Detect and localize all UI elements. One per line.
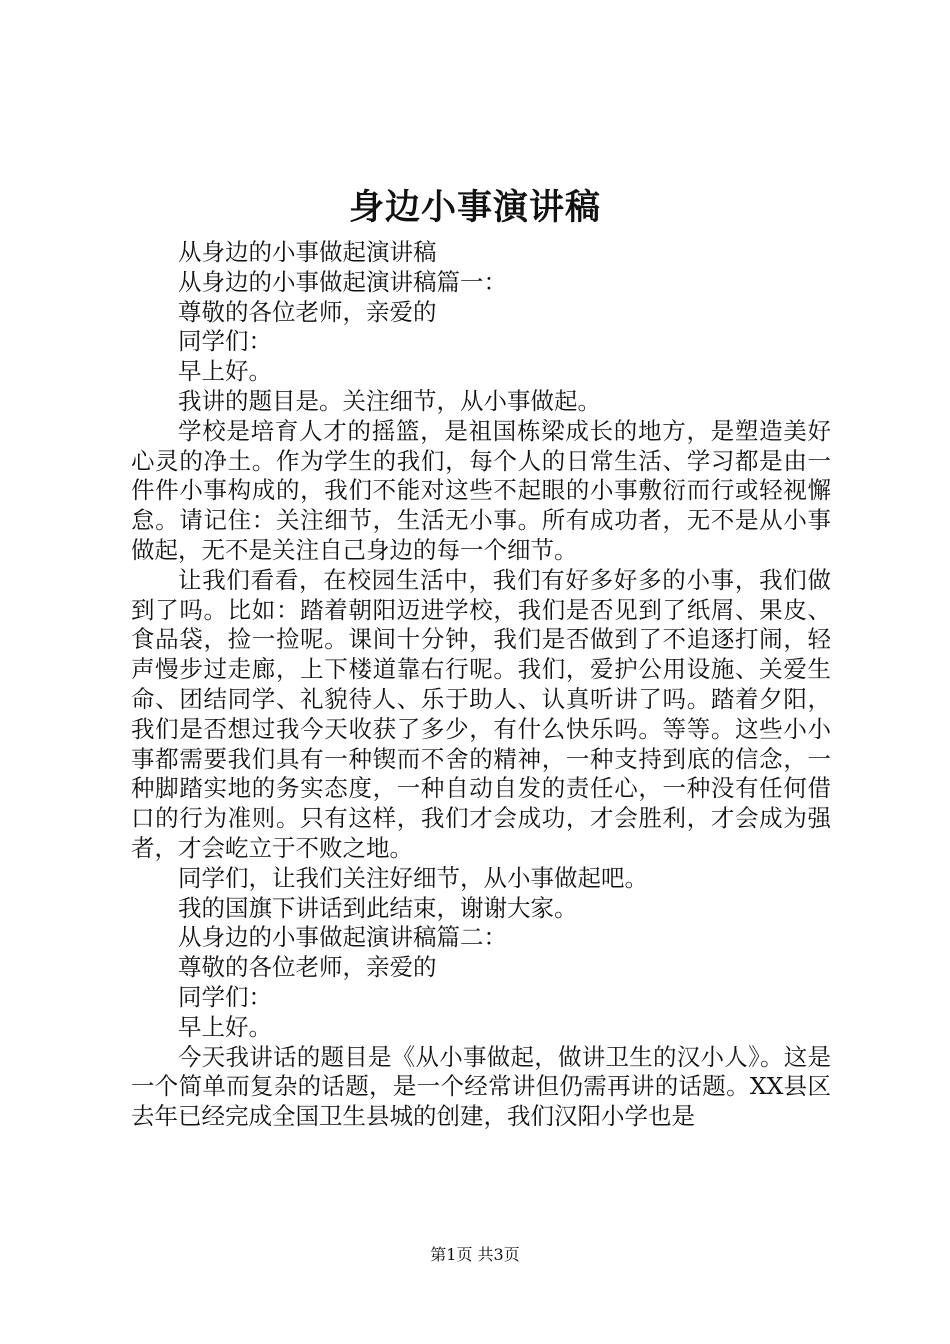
paragraph: 今天我讲话的题目是《从小事做起，做讲卫生的汉小人》。这是一个简单而复杂的话题，是一个经常讲但仍需再讲的话题。XX县区去年已经完成全国卫生县城的创建，我们汉阳小学也是 [131,1042,831,1131]
paragraph: 同学们： [178,982,272,1011]
paragraph: 早上好。 [178,1012,272,1041]
paragraph: 从身边的小事做起演讲稿篇一： [178,267,507,296]
paragraph: 学校是培育人才的摇篮，是祖国栋梁成长的地方，是塑造美好心灵的净土。作为学生的我们，每个人的日常生活、学习都是由一件件小事构成的，我们不能对这些不起眼的小事敷衍而行或轻视懈怠。请记住：关注细节，生活无小事。所有成功者，无不是从小事做起，无不是关注自己身边的每一个细节。 [131,416,831,564]
paragraph: 同学们： [178,327,272,356]
paragraph: 早上好。 [178,357,272,386]
paragraph: 从身边的小事做起演讲稿 [178,238,437,266]
paragraph: 我的国旗下讲话到此结束，谢谢大家。 [178,893,578,922]
document-body [131,238,831,1132]
paragraph: 尊敬的各位老师，亲爱的 [178,297,437,326]
paragraph: 尊敬的各位老师，亲爱的 [178,953,437,982]
paragraph: 从身边的小事做起演讲稿篇二： [178,923,507,952]
document-title: 身边小事演讲稿 [348,187,601,228]
paragraph: 我讲的题目是。关注细节，从小事做起。 [178,386,601,415]
paragraph: 让我们看看，在校园生活中，我们有好多好多的小事，我们做到了吗。比如：踏着朝阳迈进学校，我们是否见到了纸屑、果皮、食品袋，捡一捡呢。课间十分钟，我们是否做到了不追逐打闹，轻声慢步过走廊，上下楼道靠右行呢。我们，爱护公用设施、关爱生命、团结同学、礼貌待人、乐于助人、认真听讲了吗。踏着夕阳，我们是否想过我今天收获了多少，有什么快乐吗。等等。这些小小事都需要我们具有一种锲而不舍的精神，一种支持到底的信念，一种脚踏实地的务实态度，一种自动自发的责任心，一种没有任何借口的行为准则。只有这样，我们才会成功，才会胜利，才会成为强者，才会屹立于不败之地。 [131,565,831,862]
page-footer: 第1页 共3页 [430,1245,520,1264]
paragraph: 同学们，让我们关注好细节，从小事做起吧。 [178,863,648,892]
